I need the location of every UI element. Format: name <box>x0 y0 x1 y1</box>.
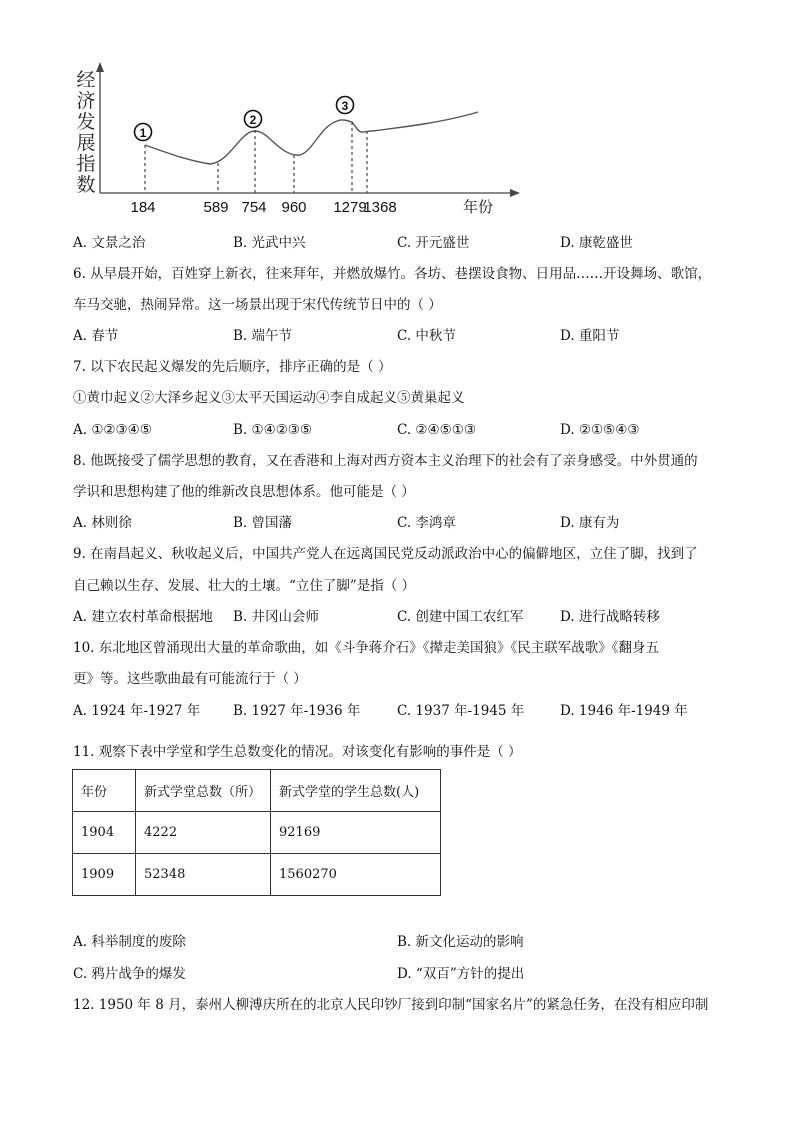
q11-option-a: A. 科举制度的废除 <box>73 934 186 950</box>
q6-option-a: A. 春节 <box>73 328 119 344</box>
q7-option-c: C. ②④⑤①③ <box>397 422 476 438</box>
svg-text:3: 3 <box>341 99 349 113</box>
q5-option-a: A. 文景之治 <box>73 235 146 251</box>
table-cell: 52348 <box>136 854 271 896</box>
x-tick-1279: 1279 <box>333 199 367 216</box>
q9-option-c: C. 创建中国工农红军 <box>397 609 524 625</box>
y-axis-label <box>76 69 95 196</box>
table-row <box>73 812 441 854</box>
table-cell: 1909 <box>73 854 136 896</box>
q10-option-a: A. 1924 年-1927 年 <box>73 703 201 719</box>
school-statistics-table <box>72 769 441 896</box>
q6-line-2: 车马交驰，热闹异常。这一场景出现于宋代传统节日中的（ ） <box>73 297 442 313</box>
y-axis-label-char: 数 <box>76 175 96 196</box>
x-axis-arrow <box>510 189 520 197</box>
q11-option-b: B. 新文化运动的影响 <box>397 934 524 950</box>
table-cell: 92169 <box>271 812 441 854</box>
y-axis-arrow <box>96 62 104 72</box>
q9-line-2: 自己赖以生存、发展、壮大的土壤。“立住了脚”是指（ ） <box>73 578 416 594</box>
q5-option-d: D. 康乾盛世 <box>560 235 633 251</box>
q10-line-2: 更》等。这些歌曲最有可能流行于（ ） <box>73 671 307 687</box>
q11-option-c: C. 鸦片战争的爆发 <box>73 966 186 982</box>
table-cell: 1560270 <box>271 854 441 896</box>
q6-option-d: D. 重阳节 <box>560 328 620 344</box>
q9-option-b: B. 井冈山会师 <box>233 609 320 625</box>
x-axis-label: 年份 <box>462 199 494 216</box>
q10-option-c: C. 1937 年-1945 年 <box>397 703 525 719</box>
q10-line-1: 10. 东北地区曾涌现出大量的革命歌曲，如《斗争蒋介石》《撵走美国狼》《民主联军战歌》《翻身五 <box>73 640 660 656</box>
q6-option-b: B. 端午节 <box>233 328 293 344</box>
y-axis-label-char: 指 <box>76 154 96 175</box>
y-axis-label-char: 展 <box>76 133 96 154</box>
svg-text:2: 2 <box>249 113 257 127</box>
y-axis-label-char: 经 <box>76 70 96 91</box>
table-header-row <box>73 770 441 812</box>
q8-line-2: 学识和思想构建了他的维新改良思想体系。他可能是（ ） <box>73 484 415 500</box>
economy-curve <box>145 112 478 164</box>
q9-option-d: D. 进行战略转移 <box>560 609 660 625</box>
q12-line-1: 12. 1950 年 8 月，泰州人柳溥庆所在的北京人民印钞厂接到印制“国家名片”的紧急任务，在没有相应印制 <box>73 997 709 1013</box>
q9-option-a: A. 建立农村革命根据地 <box>73 609 213 625</box>
q7-option-a: A. ①②③④⑤ <box>73 422 152 438</box>
q6-line-1: 6. 从早晨开始，百姓穿上新衣，往来拜年，并燃放爆竹。各坊、巷摆设食物、日用品……开设舞场、歌馆， <box>73 266 712 282</box>
y-axis-label-char: 发 <box>76 112 96 133</box>
table-header-year: 年份 <box>73 770 136 812</box>
q8-option-d: D. 康有为 <box>560 515 620 531</box>
y-axis-label-char: 济 <box>76 91 96 112</box>
q7-line-1: 7. 以下农民起义爆发的先后顺序，排序正确的是（ ） <box>73 359 392 375</box>
economic-development-chart <box>60 60 530 220</box>
q11-line-1: 11. 观察下表中学堂和学生总数变化的情况。对该变化有影响的事件是（ ） <box>73 744 522 760</box>
table-cell: 4222 <box>136 812 271 854</box>
dashed-guides <box>145 122 367 193</box>
q9-line-1: 9. 在南昌起义、秋收起义后，中国共产党人在远离国民党反动派政治中心的偏僻地区，立住了脚，找到了 <box>73 546 698 562</box>
q7-line-2: ①黄巾起义②大泽乡起义③太平天国运动④李自成起义⑤黄巢起义 <box>73 390 465 406</box>
q8-option-b: B. 曾国藩 <box>233 515 293 531</box>
x-tick-589: 589 <box>203 199 229 216</box>
q7-option-b: B. ①④②③⑤ <box>233 422 313 438</box>
table-row <box>73 854 441 896</box>
q7-option-d: D. ②①⑤④③ <box>560 422 640 438</box>
q11-option-d: D. “双百”方针的提出 <box>397 966 525 982</box>
q10-option-d: D. 1946 年-1949 年 <box>560 703 688 719</box>
table-header-students: 新式学堂的学生总数(人) <box>271 770 441 812</box>
q8-option-c: C. 李鸿章 <box>397 515 456 531</box>
q6-option-c: C. 中秋节 <box>397 328 456 344</box>
table-header-schools: 新式学堂总数（所） <box>136 770 271 812</box>
x-tick-960: 960 <box>281 199 307 216</box>
q8-line-1: 8. 他既接受了儒学思想的教育，又在香港和上海对西方资本主义治理下的社会有了亲身感受。中外贯通的 <box>73 453 698 469</box>
table-cell: 1904 <box>73 812 136 854</box>
q5-option-c: C. 开元盛世 <box>397 235 470 251</box>
svg-text:1: 1 <box>139 126 147 140</box>
q5-option-b: B. 光武中兴 <box>233 235 306 251</box>
q10-option-b: B. 1927 年-1936 年 <box>233 703 361 719</box>
q8-option-a: A. 林则徐 <box>73 515 132 531</box>
x-tick-1368: 1368 <box>363 199 397 216</box>
x-tick-184: 184 <box>130 199 156 216</box>
x-tick-754: 754 <box>241 199 267 216</box>
